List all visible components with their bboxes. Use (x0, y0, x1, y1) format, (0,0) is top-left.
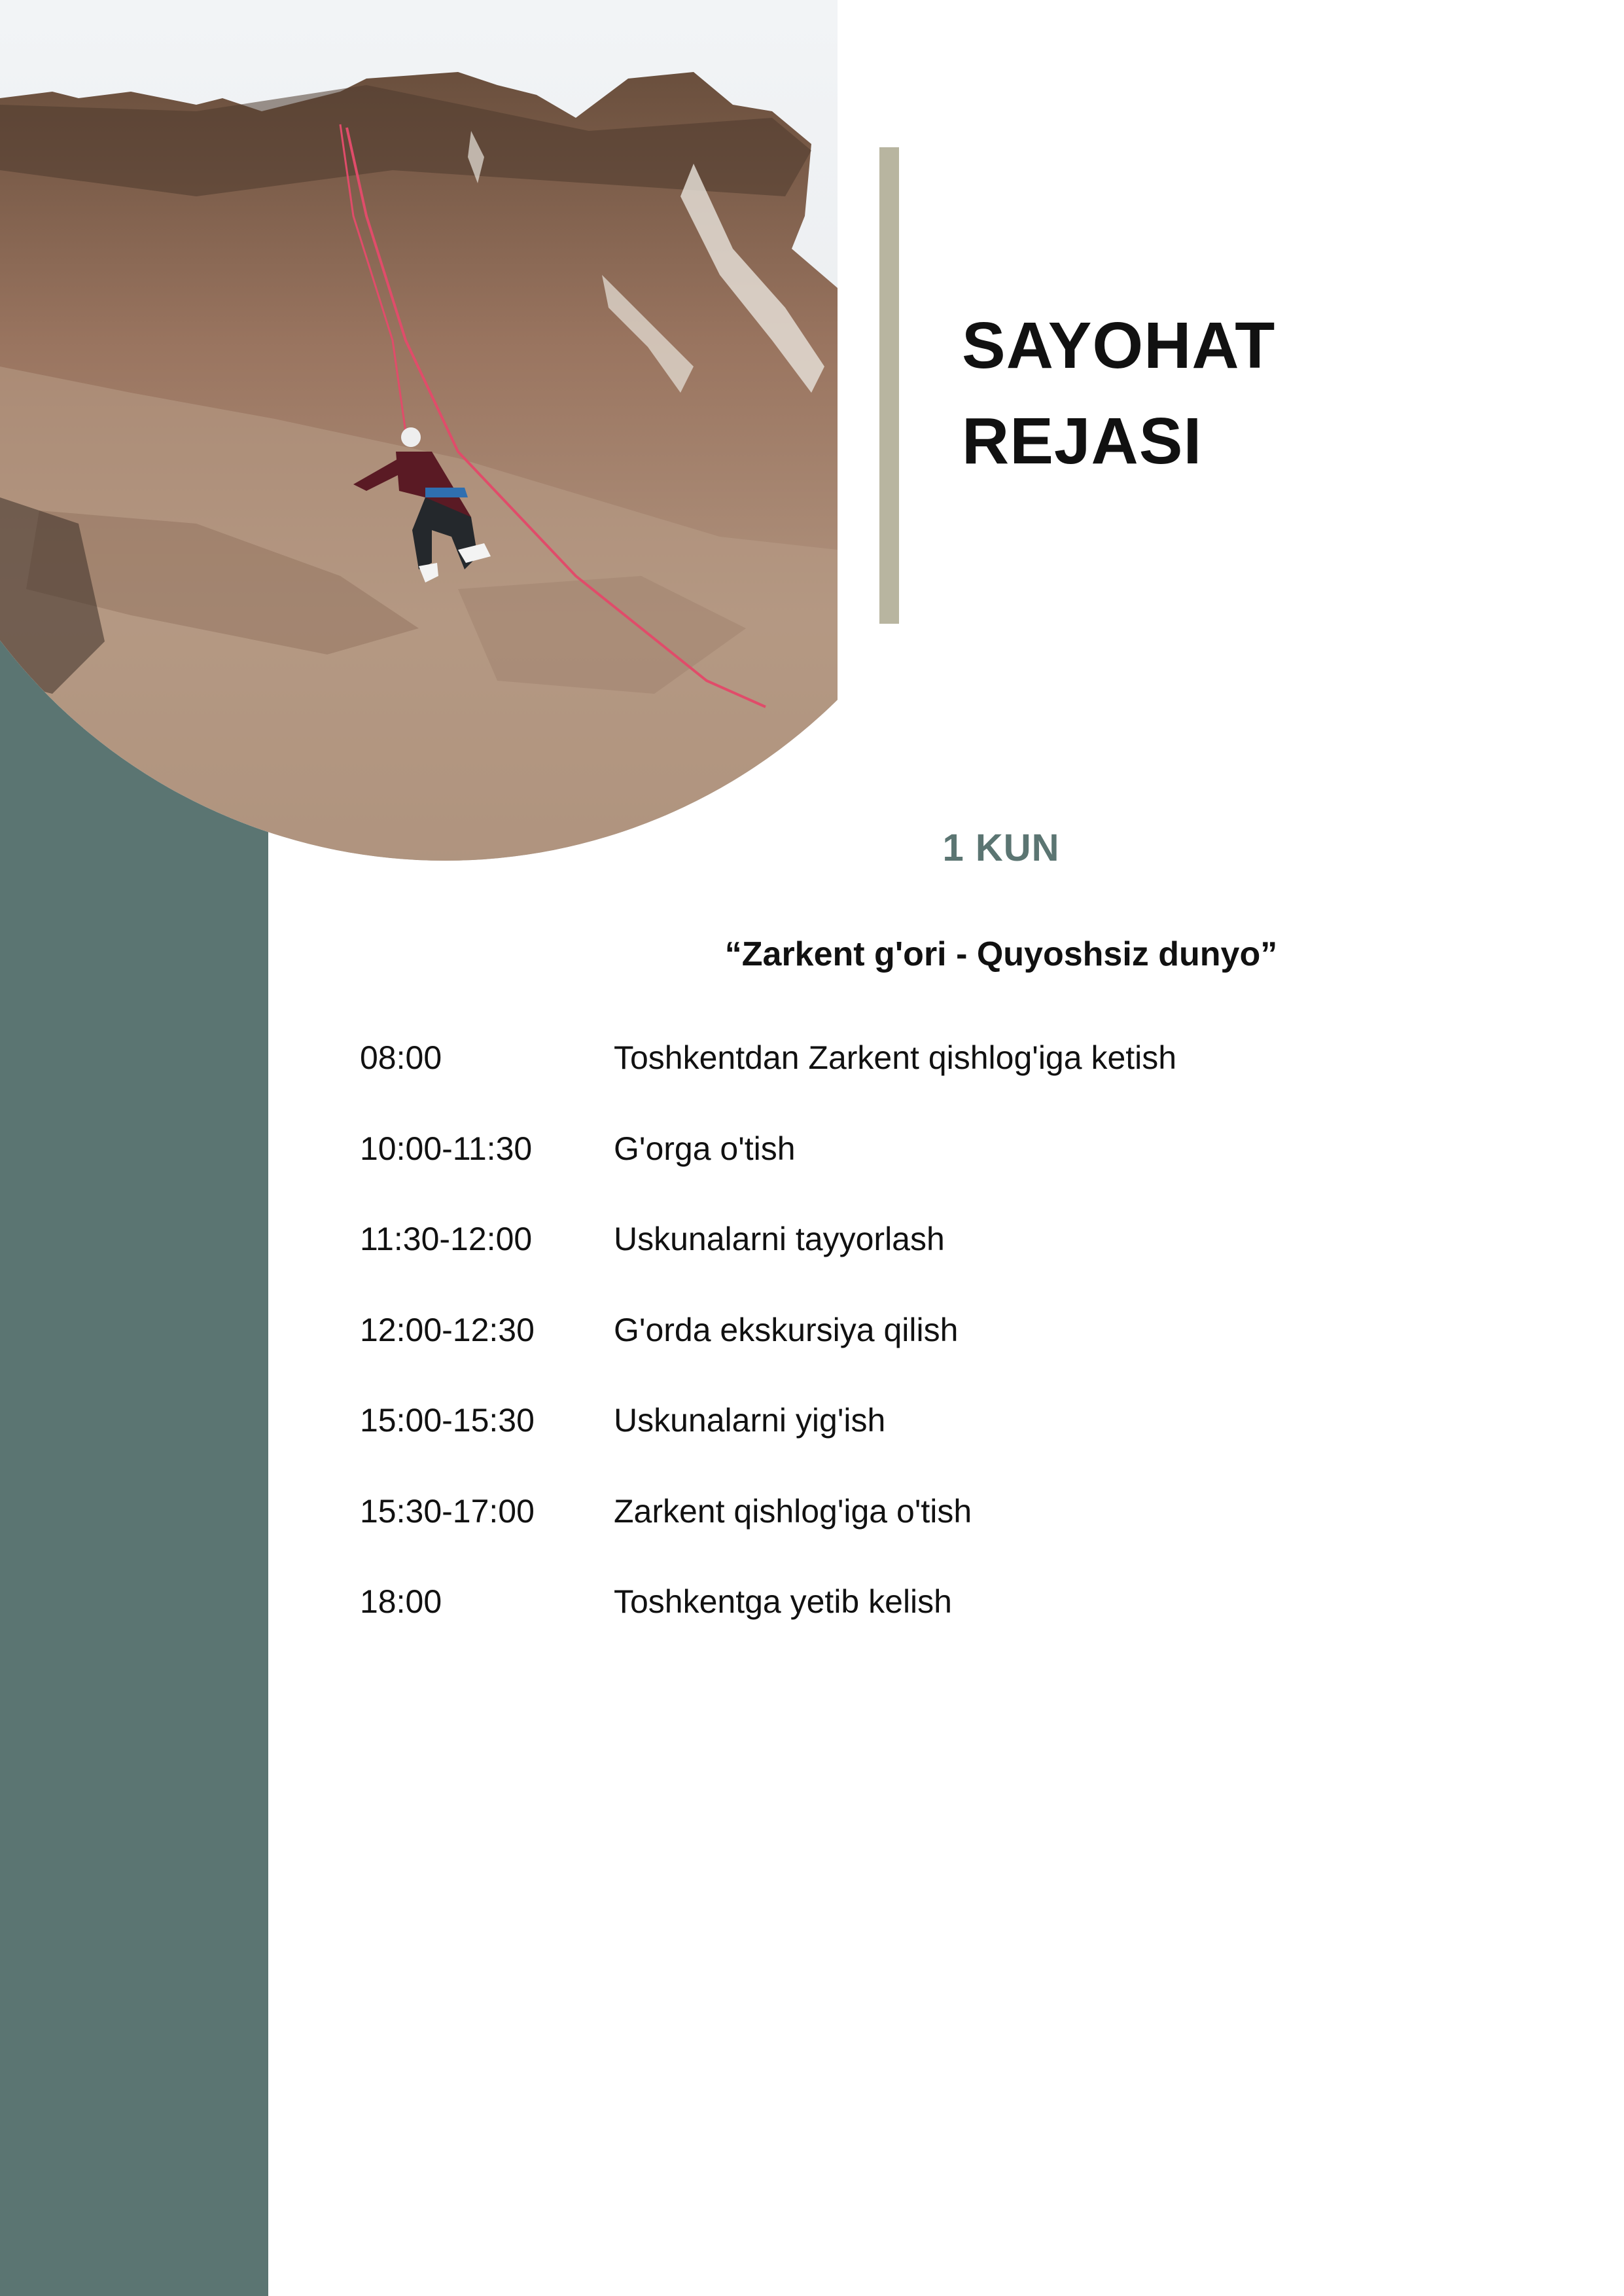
schedule-list (360, 1034, 1407, 1669)
schedule-row (360, 1034, 1407, 1125)
schedule-activity: Uskunalarni yig'ish (614, 1402, 886, 1439)
schedule-row (360, 1578, 1407, 1669)
schedule-row (360, 1125, 1407, 1216)
schedule-activity: Zarkent qishlog'iga o'tish (614, 1492, 972, 1530)
schedule-row (360, 1397, 1407, 1488)
schedule-activity: Toshkentdan Zarkent qishlog'iga ketish (614, 1039, 1177, 1076)
schedule-activity: Toshkentga yetib kelish (614, 1583, 952, 1620)
rock-climbing-illustration (0, 0, 838, 861)
schedule-time: 08:00 (360, 1039, 442, 1076)
title-line-2: REJASI (962, 404, 1203, 478)
title-line-1: SAYOHAT (962, 309, 1276, 382)
hero-photo (0, 0, 838, 861)
accent-bar (879, 147, 899, 624)
schedule-row (360, 1488, 1407, 1579)
schedule-time: 15:00-15:30 (360, 1402, 535, 1439)
schedule-activity: G'orga o'tish (614, 1130, 796, 1167)
page-title (962, 298, 1275, 489)
climber-rock-photo (0, 0, 838, 861)
schedule-time: 12:00-12:30 (360, 1311, 535, 1348)
schedule-activity: Uskunalarni tayyorlash (614, 1221, 945, 1257)
schedule-row (360, 1215, 1407, 1306)
schedule-time: 10:00-11:30 (360, 1130, 533, 1167)
day-label: 1 KUN (942, 827, 1060, 869)
day-subtitle: “Zarkent g'ori - Quyoshsiz dunyo” (724, 935, 1278, 973)
schedule-row (360, 1306, 1407, 1397)
schedule-time: 11:30-12:00 (360, 1221, 533, 1257)
schedule-time: 15:30-17:00 (360, 1492, 535, 1530)
schedule-activity: G'orda ekskursiya qilish (614, 1311, 959, 1348)
schedule-time: 18:00 (360, 1583, 442, 1620)
